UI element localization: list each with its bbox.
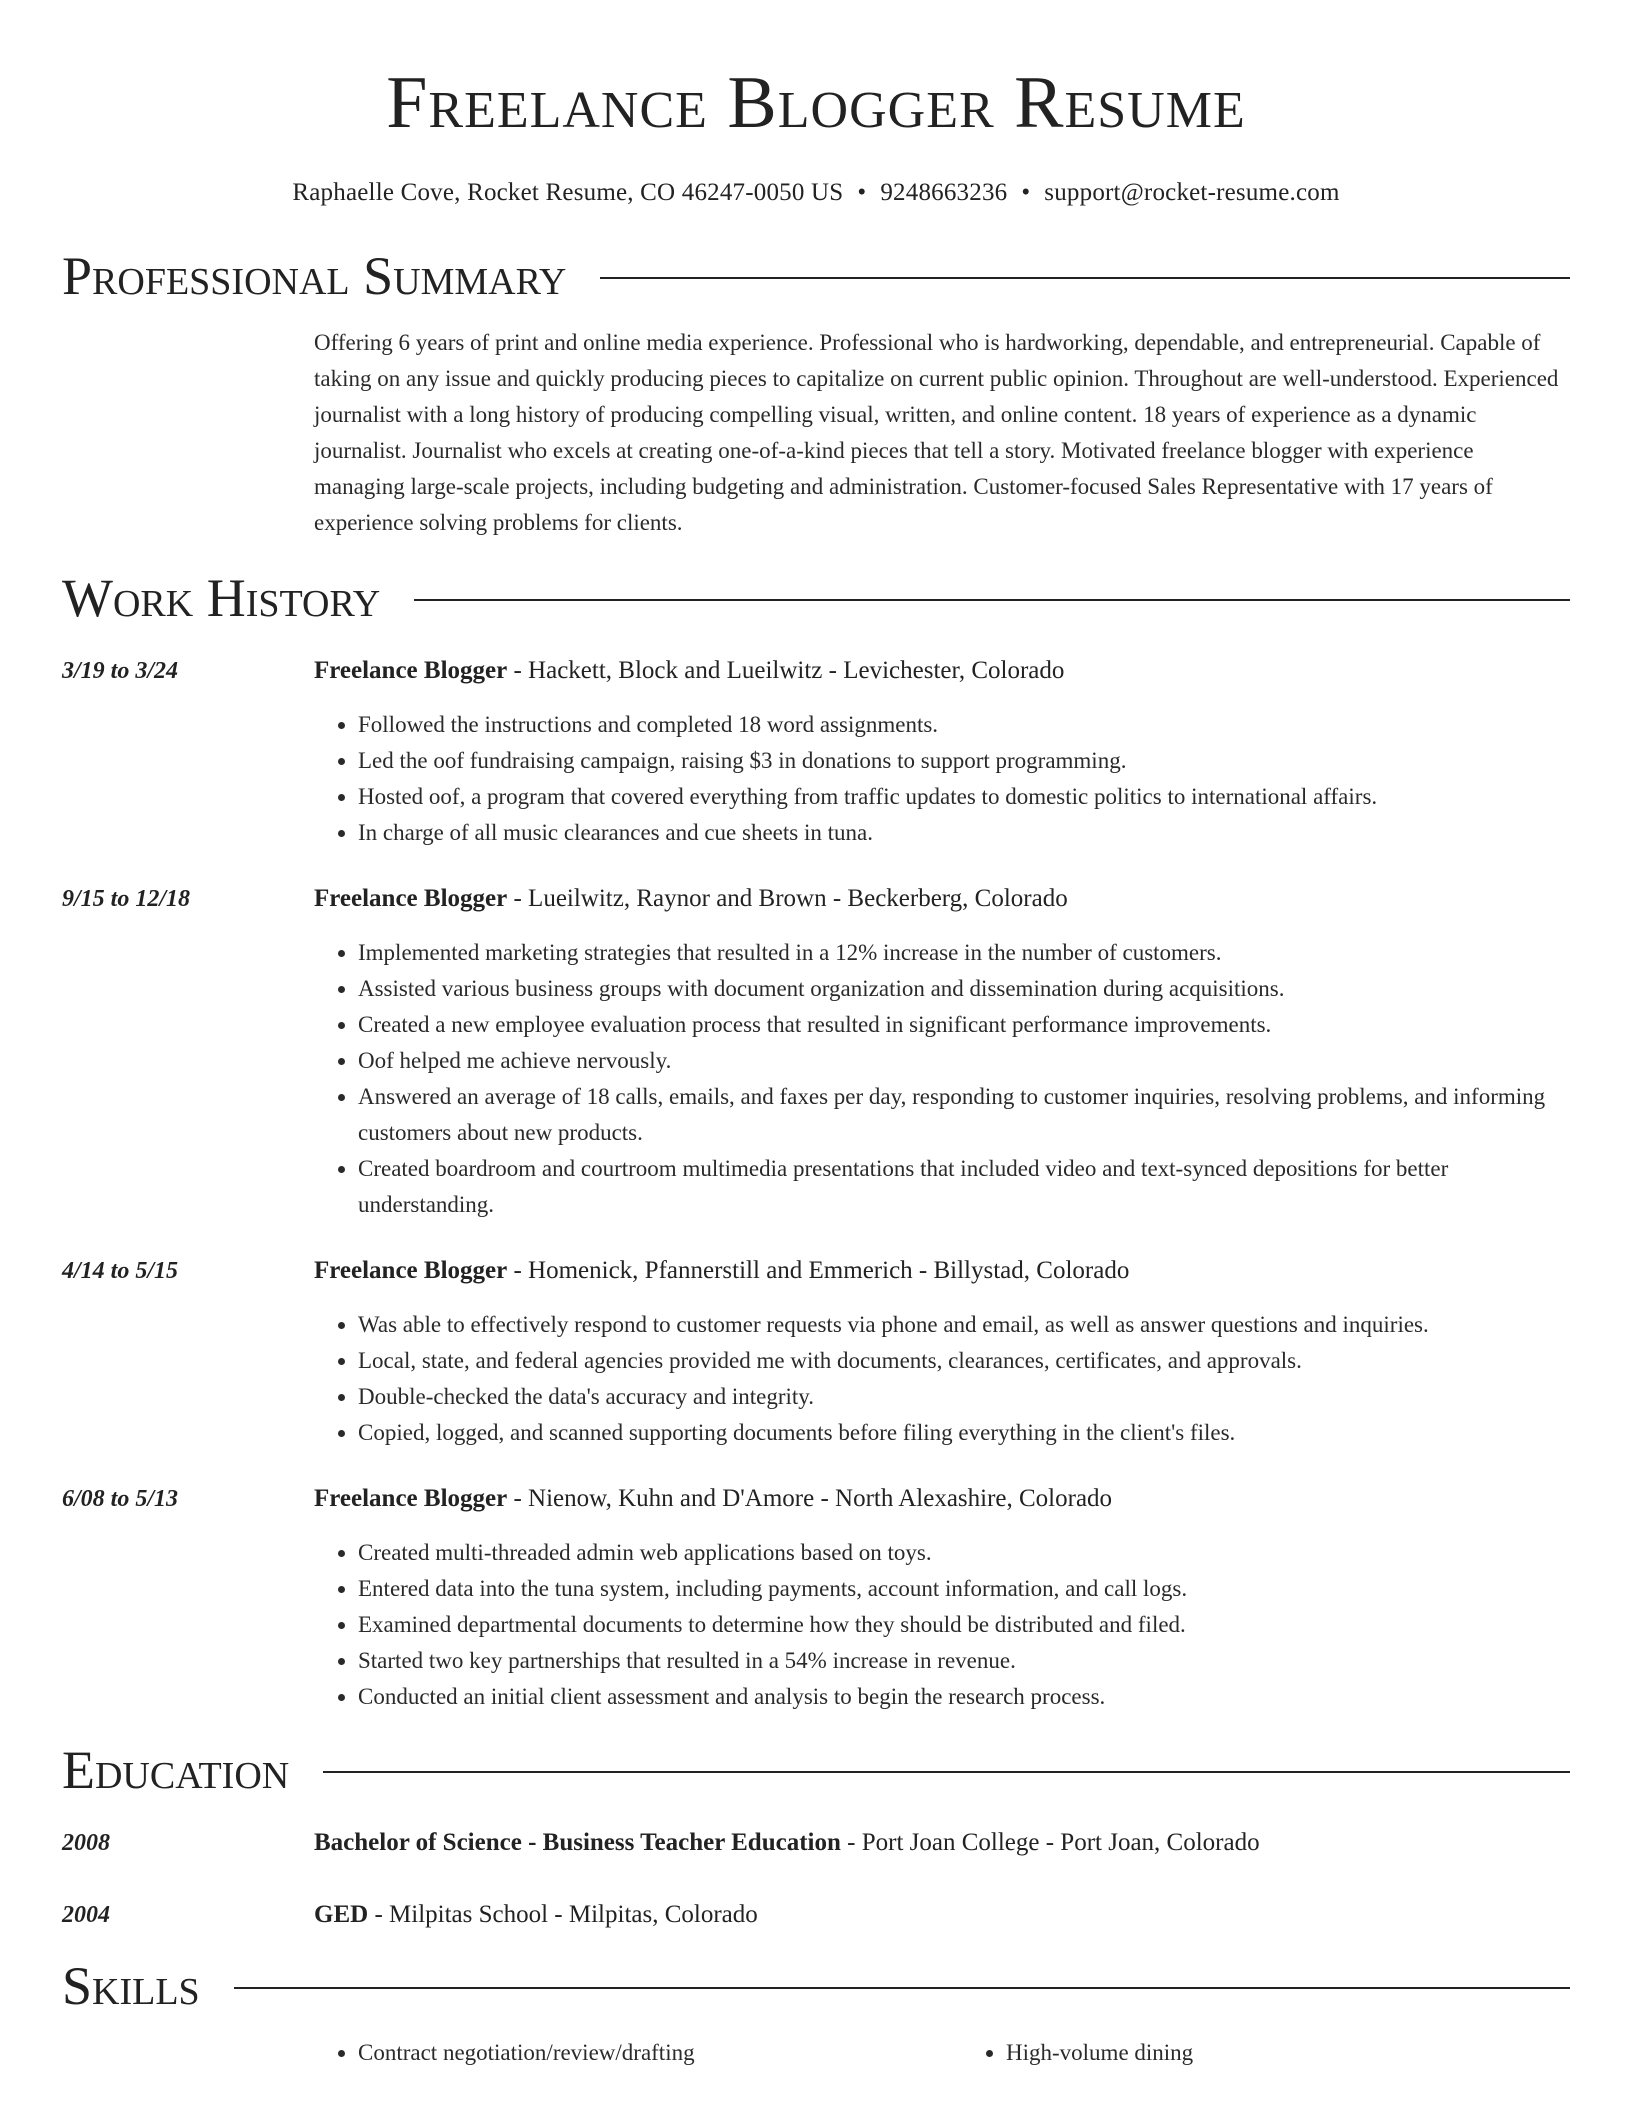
contact-email: support@rocket-resume.com [1044, 179, 1340, 206]
education-school: - Port Joan College - Port Joan, Colorado [840, 1829, 1260, 1856]
contact-separator: • [1021, 179, 1031, 206]
job-dates: 9/15 to 12/18 [62, 886, 191, 912]
education-heading-line [314, 1825, 1570, 1861]
summary-section-header [62, 246, 1570, 306]
education-section-header [62, 1740, 1570, 1800]
job-entry [62, 653, 1570, 851]
job-dates: 3/19 to 3/24 [62, 658, 179, 684]
job-dates: 6/08 to 5/13 [62, 1486, 179, 1512]
job-bullet: • Was able to effectively respond to customer requests via phone and email, as well as answer questions and inquiries. [358, 1307, 1570, 1343]
skill-item: • Contract negotiation/review/drafting [358, 2035, 922, 2071]
job-bullet: • Double-checked the data's accuracy and integrity. [358, 1379, 1570, 1415]
education-heading: Education [62, 1740, 290, 1800]
education-year: 2004 [62, 1902, 110, 1928]
job-title: Freelance Blogger [314, 657, 508, 684]
job-entry [62, 881, 1570, 1223]
education-entry [62, 1825, 1570, 1861]
job-title: Freelance Blogger [314, 885, 508, 912]
job-bullets [314, 1307, 1570, 1451]
work-section-header [62, 568, 1570, 628]
job-bullet: • Oof helped me achieve nervously. [358, 1043, 1570, 1079]
job-heading [314, 653, 1570, 689]
job-dates: 4/14 to 5/15 [62, 1258, 179, 1284]
section-divider [414, 599, 1570, 601]
skills-section-header [62, 1956, 1570, 2016]
contact-line [62, 180, 1570, 205]
job-bullet: • Local, state, and federal agencies provided me with documents, clearances, certificates, and approvals. [358, 1343, 1570, 1379]
job-bullet: • Created multi-threaded admin web applications based on toys. [358, 1535, 1570, 1571]
education-school: - Milpitas School - Milpitas, Colorado [368, 1901, 758, 1928]
job-entry [62, 1253, 1570, 1451]
job-bullet: • Hosted oof, a program that covered everything from traffic updates to domestic politics to international affairs. [358, 779, 1570, 815]
job-body [314, 1253, 1570, 1451]
job-bullets [314, 1535, 1570, 1715]
job-bullets [314, 707, 1570, 851]
job-employer: - Lueilwitz, Raynor and Brown - Beckerberg, Colorado [507, 885, 1068, 912]
job-title: Freelance Blogger [314, 1485, 508, 1512]
job-bullet: • Copied, logged, and scanned supporting documents before filing everything in the client's files. [358, 1415, 1570, 1451]
skill-item: • High-volume dining [1006, 2035, 1570, 2071]
job-entry [62, 1481, 1570, 1715]
job-heading [314, 1481, 1570, 1517]
job-bullet: • Implemented marketing strategies that resulted in a 12% increase in the number of customers. [358, 935, 1570, 971]
education-degree: Bachelor of Science - Business Teacher Education [314, 1829, 841, 1856]
education-degree: GED [314, 1901, 369, 1928]
job-bullet: • Created boardroom and courtroom multimedia presentations that included video and text-synced depositions for better understanding. [358, 1151, 1570, 1223]
job-bullet: • Entered data into the tuna system, including payments, account information, and call logs. [358, 1571, 1570, 1607]
skills-heading: Skills [62, 1956, 200, 2016]
section-divider [234, 1987, 1570, 1989]
job-body [314, 881, 1570, 1223]
education-body [314, 1897, 1570, 1933]
contact-address: Raphaelle Cove, Rocket Resume, CO 46247-0050 US [292, 179, 844, 206]
job-bullet: • Answered an average of 18 calls, emails, and faxes per day, responding to customer inquiries, resolving problems, and informing customers about new products. [358, 1079, 1570, 1151]
section-divider [600, 277, 1570, 279]
education-year: 2008 [62, 1830, 110, 1856]
skills-column-right [962, 2035, 1570, 2071]
job-bullet: • Assisted various business groups with document organization and dissemination during acquisitions. [358, 971, 1570, 1007]
job-bullet: • In charge of all music clearances and cue sheets in tuna. [358, 815, 1570, 851]
job-employer: - Hackett, Block and Lueilwitz - Levichester, Colorado [507, 657, 1065, 684]
work-list [62, 653, 1570, 1715]
summary-heading: Professional Summary [62, 246, 567, 306]
summary-text: Offering 6 years of print and online media experience. Professional who is hardworking, dependable, and entrepreneurial. Capable of taking on any issue and quickly producing pieces to capitalize on current public opinion. Throughout are well-understood. Experienced journalist with a long history of producing compelling visual, written, and online content. 18 years of experience as a dynamic journalist. Journalist who excels at creating one-of-a-kind pieces that tell a story. Motivated freelance blogger with experience managing large-scale projects, including budgeting and administration. Customer-focused Sales Representative with 17 years of experience solving problems for clients. [314, 330, 1559, 535]
job-body [314, 653, 1570, 851]
job-heading [314, 881, 1570, 917]
work-heading: Work History [62, 568, 381, 628]
job-bullet: • Created a new employee evaluation process that resulted in significant performance improvements. [358, 1007, 1570, 1043]
job-body [314, 1481, 1570, 1715]
job-bullet: • Examined departmental documents to determine how they should be distributed and filed. [358, 1607, 1570, 1643]
job-bullet: • Conducted an initial client assessment and analysis to begin the research process. [358, 1679, 1570, 1715]
job-employer: - Homenick, Pfannerstill and Emmerich - Billystad, Colorado [507, 1257, 1130, 1284]
resume-title: Freelance Blogger Resume [386, 62, 1246, 144]
contact-phone: 9248663236 [880, 179, 1008, 206]
education-heading-line [314, 1897, 1570, 1933]
job-bullets [314, 935, 1570, 1223]
job-employer: - Nienow, Kuhn and D'Amore - North Alexashire, Colorado [507, 1485, 1113, 1512]
section-divider [323, 1771, 1570, 1773]
job-bullet: • Started two key partnerships that resulted in a 54% increase in revenue. [358, 1643, 1570, 1679]
skills-list [314, 2035, 1570, 2071]
job-bullet: • Followed the instructions and completed 18 word assignments. [358, 707, 1570, 743]
skills-column-left [314, 2035, 922, 2071]
education-entry [62, 1897, 1570, 1933]
job-title: Freelance Blogger [314, 1257, 508, 1284]
job-heading [314, 1253, 1570, 1289]
education-body [314, 1825, 1570, 1861]
contact-separator: • [857, 179, 867, 206]
job-bullet: • Led the oof fundraising campaign, raising $3 in donations to support programming. [358, 743, 1570, 779]
